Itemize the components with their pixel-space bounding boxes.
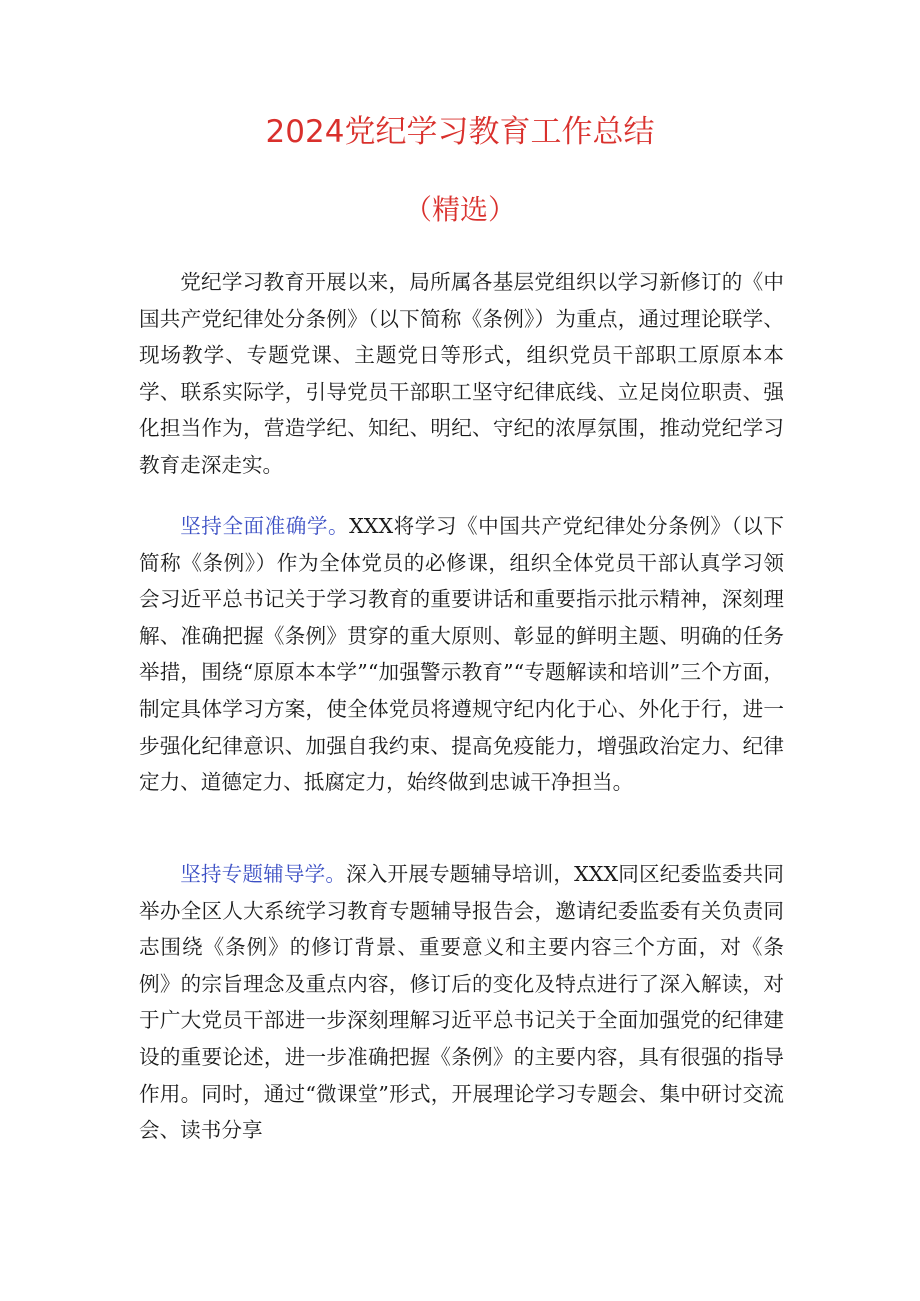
paragraph-text: 深入开展专题辅导培训，XXX同区纪委监委共同举办全区人大系统学习教育专题辅导报告会，邀请纪委监委有关负责同志围绕《条例》的修订背景、重要意义和主要内容三个方面，对《条例》的宗旨理念及重点内容，修订后的变化及特点进行了深入解读，对于广大党员干部进一步深刻理解习近平总书记关于全面加强党的纪律建设的重要论述，进一步准确把握《条例》的主要内容，具有很强的指导作用。同时，通过“微课堂”形式，开展理论学习专题会、集中研讨交流会、读书分享 bbox=[139, 862, 784, 1143]
paragraph-lead: 坚持专题辅导学。 bbox=[180, 862, 347, 886]
paragraph-text: 党纪学习教育开展以来，局所属各基层党组织以学习新修订的《中国共产党纪律处分条例》（以下简称《条例》）为重点，通过理论联学、现场教学、专题党课、主题党日等形式，组织党员干部职工原原本本学、联系实际学，引导党员干部职工坚守纪律底线、立足岗位职责、强化担当作为，营造学纪、知纪、明纪、守纪的浓厚氛围，推动党纪学习教育走深走实。 bbox=[139, 270, 784, 477]
paragraph-special-guidance bbox=[139, 856, 784, 1149]
document-subtitle: （精选） bbox=[403, 193, 516, 226]
paragraph-text: XXX将学习《中国共产党纪律处分条例》（以下简称《条例》）作为全体党员的必修课，组织全体党员干部认真学习领会习近平总书记关于学习教育的重要讲话和重要指示批示精神，深刻理解、准确把握《条例》贯穿的重大原则、彰显的鲜明主题、明确的任务举措，围绕“原原本本学”“加强警示教育”“专题解读和培训”三个方面，制定具体学习方案，使全体党员将遵规守纪内化于心、外化于行，进一步强化纪律意识、加强自我约束、提高免疫能力，增强政治定力、纪律定力、道德定力、抵腐定力，始终做到忠诚干净担当。 bbox=[139, 514, 785, 795]
document-title: 2024党纪学习教育工作总结 bbox=[265, 114, 655, 150]
paragraph-intro bbox=[139, 264, 784, 484]
paragraph-lead: 坚持全面准确学。 bbox=[180, 514, 350, 538]
paragraph-comprehensive-study bbox=[139, 508, 784, 801]
